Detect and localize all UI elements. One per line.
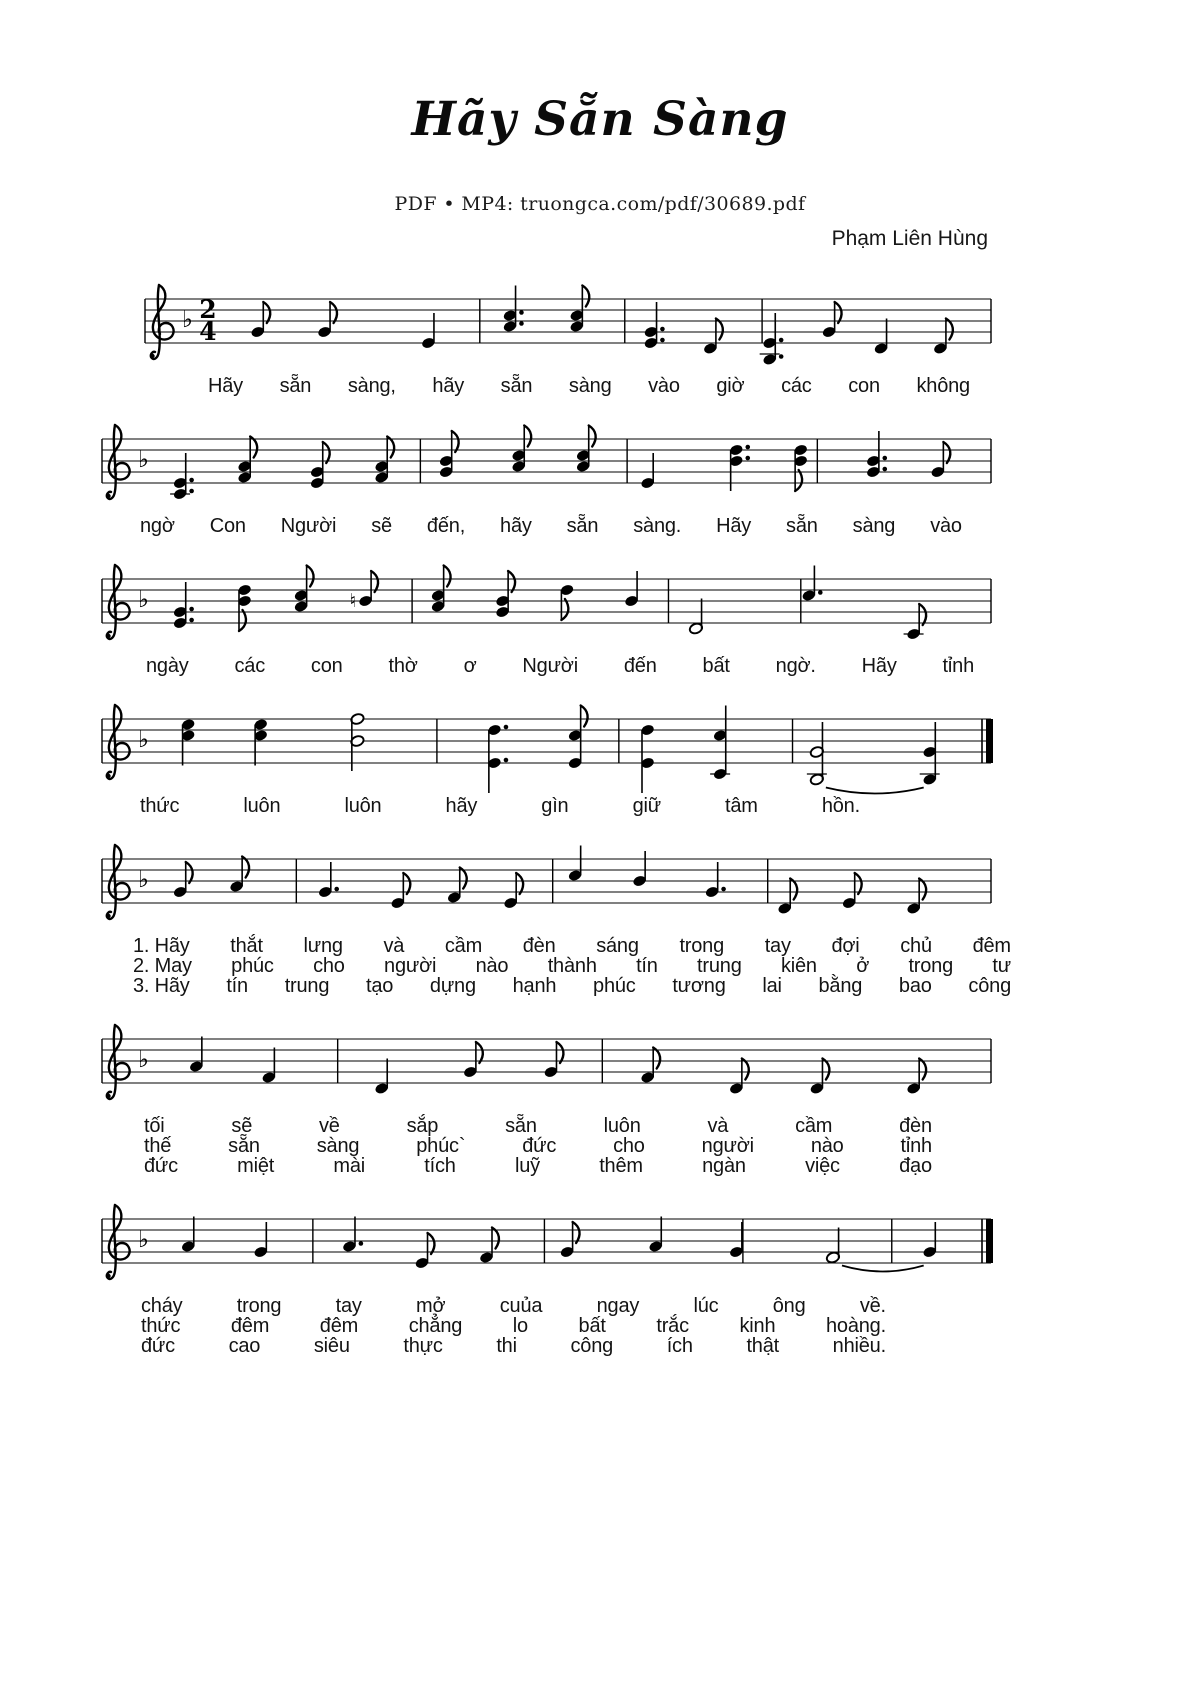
lyric-word: Hãy: [861, 655, 897, 677]
lyric-line: [146, 649, 974, 683]
lyric-word: sẵn: [228, 1135, 260, 1157]
lyric-word: sàng: [852, 515, 896, 537]
lyric-word: miệt: [237, 1155, 275, 1177]
lyric-word: ích: [666, 1335, 693, 1357]
staff-system: [100, 409, 1010, 543]
lyric-word: đêm: [230, 1315, 270, 1337]
key-signature-flat: ♭: [138, 1047, 149, 1073]
lyric-word: kinh: [739, 1315, 776, 1337]
eighth-flag: [919, 879, 926, 900]
lyric-word: thành: [547, 955, 597, 977]
lyric-word: trong: [908, 955, 954, 977]
eighth-flag: [476, 1042, 483, 1063]
lyric-word: thờ: [388, 655, 418, 677]
lyric-word: ông: [772, 1295, 806, 1317]
augmentation-dot: [189, 607, 194, 612]
lyric-word: đức: [141, 1335, 175, 1357]
verse-number-and-word: 1. Hãy: [133, 935, 190, 957]
eighth-flag: [460, 868, 467, 889]
lyric-word: mài: [333, 1155, 366, 1177]
lyric-line: [141, 1329, 886, 1363]
file-reference: PDF • MP4: truongca.com/pdf/30689.pdf: [394, 193, 806, 215]
lyric-word: ngàn: [702, 1155, 746, 1177]
composer-name: Phạm Liên Hùng: [831, 227, 988, 250]
lyric-word: thật: [746, 1335, 779, 1357]
lyric-word: tâm: [725, 795, 758, 817]
lyric-word: giữ: [632, 795, 661, 817]
lyric-word: bằng: [818, 975, 863, 997]
lyric-word: sẵn: [786, 515, 818, 537]
lyric-word: cho: [313, 955, 345, 977]
lyric-word: tích: [424, 1155, 456, 1177]
staff-system: [100, 829, 1010, 1003]
lyric-word: thế: [144, 1135, 172, 1157]
treble-clef-icon: [106, 425, 129, 499]
eighth-flag: [556, 1042, 563, 1063]
staff-notation: [100, 409, 1010, 523]
lyric-word: phúc`: [416, 1135, 466, 1157]
augmentation-dot: [519, 310, 524, 315]
lyric-word: phúc: [593, 975, 636, 997]
lyric-word: tín: [226, 975, 248, 997]
lyric-word: con: [848, 375, 880, 397]
lyric-word: vào: [930, 515, 962, 537]
lyric-word: sàng: [316, 1135, 360, 1157]
lyric-word: cháy: [141, 1295, 183, 1317]
lyric-word: tỉnh: [900, 1135, 932, 1157]
lyric-word: đợi: [831, 935, 860, 957]
final-barline-thick: [986, 719, 993, 763]
augmentation-dot: [779, 354, 784, 359]
lyric-word: Con: [209, 515, 246, 537]
augmentation-dot: [504, 725, 509, 730]
eighth-flag: [492, 1228, 499, 1249]
lyric-word: về: [318, 1115, 340, 1137]
lyric-word: đức: [522, 1135, 557, 1157]
lyric-word: trung: [284, 975, 330, 997]
staff-notation: [100, 549, 1010, 663]
verse-number-and-word: 2. May: [133, 955, 192, 977]
eighth-flag: [835, 302, 842, 323]
eighth-flag: [943, 442, 950, 463]
lyric-word: sẽ: [371, 515, 392, 537]
eighth-flag: [371, 571, 378, 592]
lyric-word: ở: [856, 955, 870, 977]
lyric-word: ngay: [596, 1295, 640, 1317]
lyric-word: hãy: [432, 375, 465, 397]
eighth-flag: [919, 604, 926, 625]
lyric-word: ngờ: [140, 515, 175, 537]
eighth-flag: [589, 426, 596, 447]
lyric-word: đến: [623, 655, 657, 677]
lyric-line: [140, 509, 962, 543]
eighth-flag: [330, 302, 337, 323]
eighth-flag: [582, 286, 589, 307]
eighth-flag: [242, 857, 249, 878]
treble-clef-icon: [106, 1025, 129, 1099]
augmentation-dot: [189, 618, 194, 623]
lyric-word: chủ: [900, 935, 932, 957]
lyric-word: sẵn: [279, 375, 312, 397]
augmentation-dot: [721, 887, 726, 892]
staff-system: [100, 689, 1010, 823]
lyric-word: luôn: [603, 1115, 641, 1137]
lyric-word: thức: [141, 1315, 181, 1337]
lyric-word: ơ: [463, 655, 477, 677]
lyric-word: thi: [496, 1335, 517, 1357]
staff-notation: [100, 689, 1010, 803]
treble-clef-icon: [106, 705, 129, 779]
lyric-word: Người: [522, 655, 578, 677]
augmentation-dot: [882, 467, 887, 472]
lyric-word: thêm: [599, 1155, 643, 1177]
lyric-word: người: [701, 1135, 754, 1157]
time-signature-top: 2: [199, 295, 217, 324]
eighth-flag: [790, 879, 797, 900]
eighth-flag: [524, 426, 531, 447]
eighth-flag: [239, 610, 246, 631]
lyric-word: công: [968, 975, 1011, 997]
lyric-word: sàng,: [347, 375, 396, 397]
treble-clef-icon: [106, 565, 129, 639]
lyric-word: hãy: [500, 515, 532, 537]
lyric-word: sẽ: [231, 1115, 253, 1137]
lyric-word: kiên: [780, 955, 817, 977]
lyric-word: sẵn: [505, 1115, 537, 1137]
lyric-word: sắp: [406, 1115, 439, 1137]
eighth-flag: [653, 1048, 660, 1069]
key-signature-flat: ♭: [138, 867, 149, 893]
eighth-flag: [919, 1059, 926, 1080]
lyric-line: [208, 369, 970, 403]
lyric-word: các: [234, 655, 266, 677]
verse-number-and-word: 3. Hãy: [133, 975, 190, 997]
lyric-word: cuủa: [499, 1295, 543, 1317]
eighth-flag: [323, 442, 330, 463]
eighth-flag: [307, 566, 314, 587]
lyric-word: ngờ.: [775, 655, 816, 677]
lyric-word: tư: [992, 955, 1011, 977]
lyric-word: tay: [764, 935, 791, 957]
lyric-word: trong: [679, 935, 725, 957]
lyric-word: tạo: [366, 975, 394, 997]
final-barline-thick: [986, 1219, 993, 1263]
lyric-word: trung: [697, 955, 742, 977]
eighth-flag: [508, 571, 515, 592]
eighth-flag: [186, 862, 193, 883]
tie-slur: [842, 1266, 924, 1272]
lyric-word: Hãy: [208, 375, 243, 397]
lyric-word: con: [310, 655, 343, 677]
augmentation-dot: [779, 338, 784, 343]
lyric-word: sàng.: [633, 515, 682, 537]
lyric-word: bất: [702, 655, 730, 677]
lyric-word: Người: [280, 515, 337, 537]
staff-notation: [100, 1189, 1010, 1303]
lyric-word: cầm: [795, 1115, 833, 1137]
staff-notation: [100, 829, 1010, 943]
lyric-word: các: [781, 375, 812, 397]
augmentation-dot: [359, 1241, 364, 1246]
lyric-word: người: [384, 955, 437, 977]
lyric-word: cao: [228, 1335, 261, 1357]
eighth-flag: [403, 873, 410, 894]
lyric-word: gìn: [541, 795, 569, 817]
lyric-word: nào: [810, 1135, 844, 1157]
lyric-word: và: [383, 935, 405, 957]
eighth-flag: [561, 599, 568, 620]
lyric-word: đêm: [319, 1315, 359, 1337]
song-title: Hãy Sẵn Sàng: [411, 92, 789, 147]
augmentation-dot: [334, 887, 339, 892]
key-signature-flat: ♭: [182, 307, 193, 333]
lyric-word: ngày: [146, 655, 189, 677]
lyric-word: lưng: [303, 935, 343, 957]
lyric-word: trắc: [656, 1315, 689, 1337]
augmentation-dot: [818, 590, 823, 595]
lyric-word: đạo: [899, 1155, 932, 1177]
lyric-word: tương: [672, 975, 726, 997]
lyric-word: bất: [578, 1315, 606, 1337]
lyric-word: tay: [335, 1295, 362, 1317]
eighth-flag: [452, 431, 459, 452]
lyric-word: cầm: [444, 935, 483, 957]
lyric-word: mở: [416, 1295, 446, 1317]
lyric-word: luôn: [243, 795, 281, 817]
lyric-word: giờ: [716, 375, 745, 397]
key-signature-flat: ♭: [138, 447, 149, 473]
augmentation-dot: [882, 456, 887, 461]
staff-notation: [100, 269, 1010, 383]
key-signature-flat: ♭: [138, 587, 149, 613]
staff-system: [100, 269, 1010, 403]
eighth-flag: [742, 1059, 749, 1080]
lyric-word: thức: [140, 795, 180, 817]
staff-notation: [100, 1009, 1010, 1123]
lyric-word: thực: [403, 1335, 443, 1357]
eighth-flag: [822, 1059, 829, 1080]
key-signature-flat: ♭: [138, 1227, 149, 1253]
augmentation-dot: [189, 478, 194, 483]
eighth-flag: [795, 470, 802, 491]
lyric-word: dựng: [429, 975, 476, 997]
eighth-flag: [387, 437, 394, 458]
lyric-word: phúc: [231, 955, 274, 977]
time-signature-bottom: 4: [199, 317, 217, 346]
lyric-word: đức: [144, 1155, 178, 1177]
lyric-word: công: [570, 1335, 614, 1357]
lyric-word: đèn: [522, 935, 556, 957]
lyric-line: [144, 1149, 932, 1183]
lyric-word: đến,: [426, 515, 466, 537]
eighth-flag: [428, 1233, 435, 1254]
lyric-word: thắt: [230, 935, 263, 957]
lyric-word: không: [916, 375, 970, 397]
eighth-flag: [946, 319, 953, 340]
lyric-word: Hãy: [716, 515, 752, 537]
lyric-word: tối: [144, 1115, 165, 1137]
treble-clef-icon: [150, 285, 173, 359]
lyric-word: bao: [898, 975, 932, 997]
lyric-word: và: [707, 1115, 729, 1137]
lyric-word: nhiều.: [832, 1335, 886, 1357]
eighth-flag: [581, 706, 588, 727]
lyric-word: lai: [762, 975, 782, 997]
lyric-word: luỹ: [514, 1155, 540, 1177]
eighth-flag: [250, 437, 257, 458]
augmentation-dot: [745, 445, 750, 450]
staff-system: [100, 1009, 1010, 1183]
augmentation-dot: [660, 327, 665, 332]
eighth-flag: [444, 566, 451, 587]
staff-system: [100, 549, 1010, 683]
lyric-word: siêu: [313, 1335, 350, 1357]
lyric-word: vào: [648, 375, 680, 397]
lyric-word: lúc: [693, 1295, 719, 1317]
augmentation-dot: [504, 758, 509, 763]
eighth-flag: [573, 1222, 580, 1243]
eighth-flag: [263, 302, 270, 323]
lyric-word: về.: [859, 1295, 886, 1317]
lyric-word: nào: [475, 955, 509, 977]
lyric-word: sẵn: [500, 375, 533, 397]
lyric-word: đêm: [972, 935, 1011, 957]
treble-clef-icon: [106, 845, 129, 919]
lyric-word: hoàng.: [825, 1315, 886, 1337]
natural-accidental: ♮: [349, 590, 357, 612]
lyric-word: đèn: [899, 1115, 932, 1137]
lyric-word: cho: [613, 1135, 645, 1157]
lyric-word: sáng: [596, 935, 639, 957]
eighth-flag: [716, 319, 723, 340]
treble-clef-icon: [106, 1205, 129, 1279]
augmentation-dot: [189, 489, 194, 494]
eighth-flag: [516, 873, 523, 894]
eighth-flag: [855, 873, 862, 894]
lyric-word: trong: [236, 1295, 282, 1317]
augmentation-dot: [519, 321, 524, 326]
lyric-word: việc: [805, 1155, 840, 1177]
lyric-word: sàng: [568, 375, 612, 397]
augmentation-dot: [660, 338, 665, 343]
lyric-word: hồn.: [821, 795, 860, 817]
lyric-word: luôn: [344, 795, 382, 817]
lyric-word: hạnh: [512, 975, 557, 997]
lyric-word: sẵn: [566, 515, 599, 537]
lyric-word: chẳng: [408, 1315, 463, 1337]
key-signature-flat: ♭: [138, 727, 149, 753]
lyric-word: hãy: [445, 795, 478, 817]
augmentation-dot: [745, 456, 750, 461]
lyric-word: tín: [636, 955, 658, 977]
staff-system: [100, 1189, 1010, 1363]
lyric-word: lo: [512, 1315, 528, 1337]
lyric-line: [140, 789, 860, 823]
lyric-word: tỉnh: [942, 655, 974, 677]
score: [100, 269, 1010, 1363]
